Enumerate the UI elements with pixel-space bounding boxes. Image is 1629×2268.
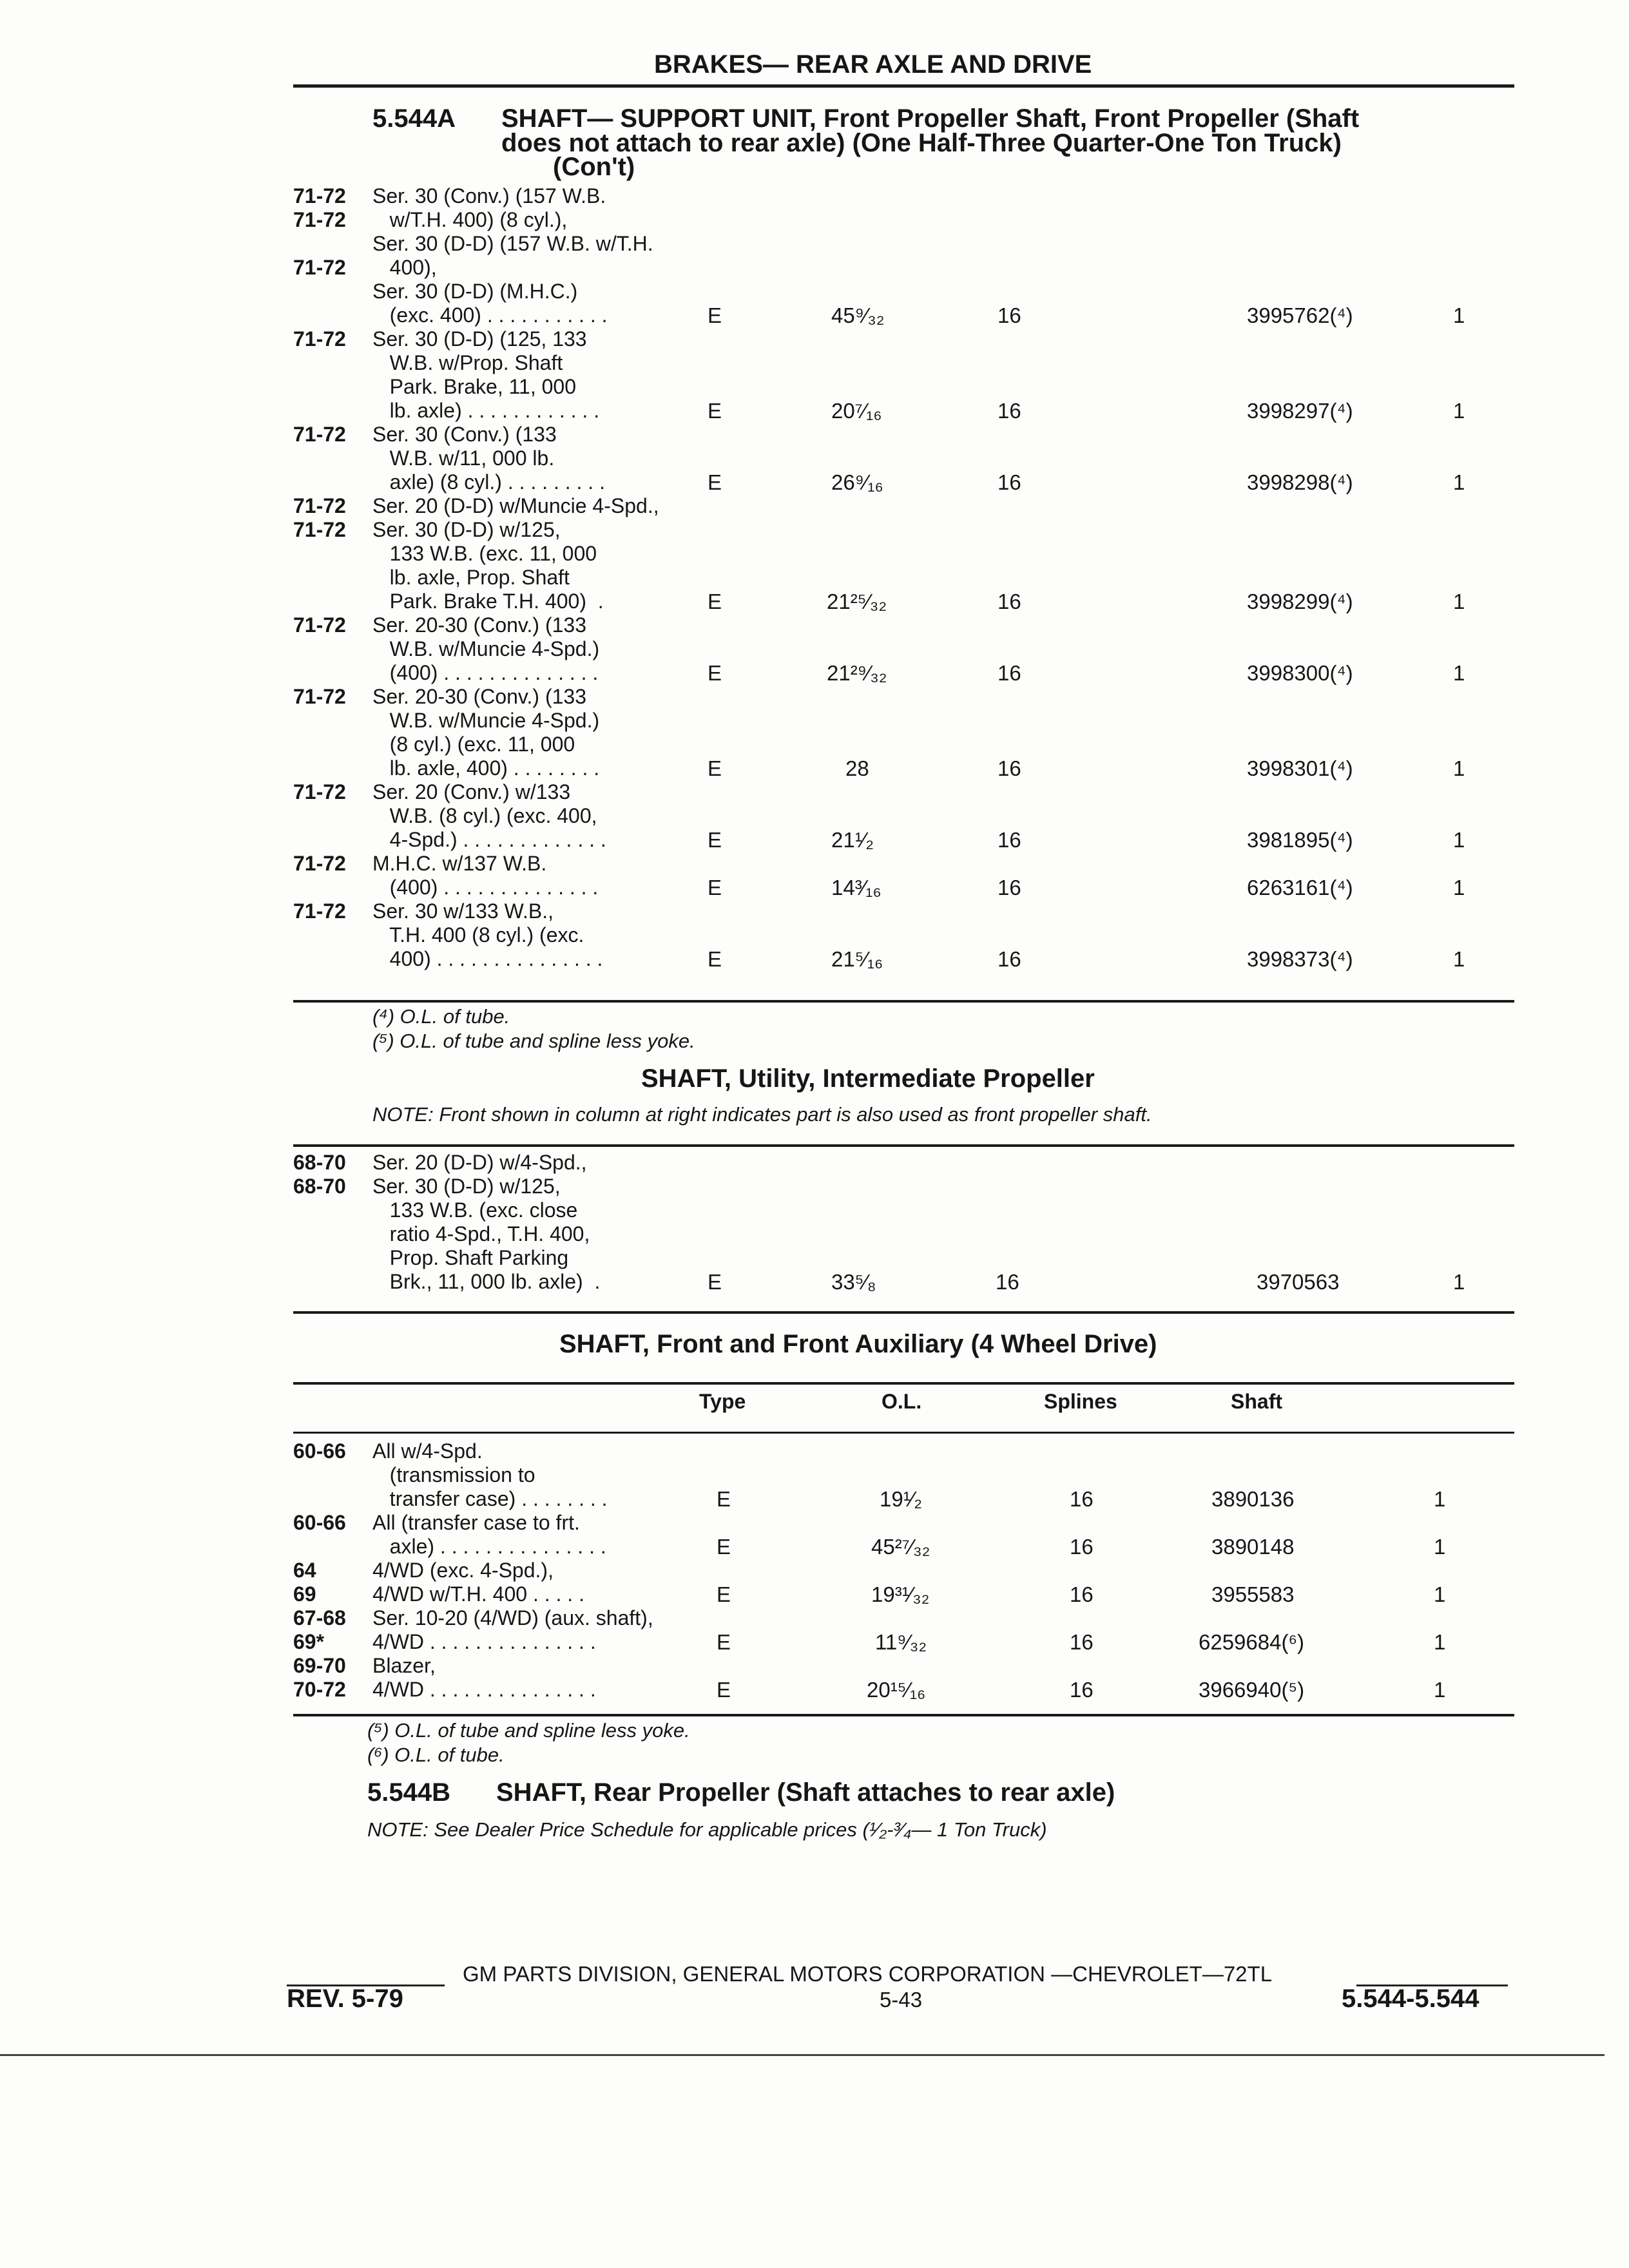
row-shaft: 3981895(⁴) [1247,828,1353,852]
row-splines: 16 [998,828,1021,852]
section2-top-rule [293,1144,1514,1147]
row-description: M.H.C. w/137 W.B. (400) . . . . . . . . . . . . . . [372,852,599,899]
row-ol: 19³¹⁄₃₂ [871,1582,930,1606]
row-splines: 16 [998,756,1021,780]
row-years: 71-72 71-72 71-72 [293,184,346,279]
row-years: 67-68 69* [293,1606,346,1653]
section2-title: SHAFT, Utility, Intermediate Propeller [641,1064,1095,1093]
row-years: 71-72 [293,852,346,875]
row-shaft: 6263161(⁴) [1247,876,1353,899]
row-shaft: 3998297(⁴) [1247,399,1353,423]
section3-top-rule [293,1382,1514,1385]
row-shaft: 3998298(⁴) [1247,470,1353,494]
row-years: 71-72 [293,685,346,708]
row-ol: 26⁹⁄₁₆ [831,470,883,494]
column-header-ol: O.L. [882,1390,922,1413]
row-splines: 16 [996,1270,1019,1294]
row-qty: 1 [1453,756,1465,780]
page-bottom-rule [0,2054,1605,2056]
row-qty: 1 [1453,828,1465,852]
row-shaft: 3998373(⁴) [1247,947,1353,971]
row-qty: 1 [1453,876,1465,899]
row-qty: 1 [1453,661,1465,685]
row-type: E [717,1487,731,1511]
row-description: Ser. 30 (Conv.) (133 W.B. w/11, 000 lb. axle) (8 cyl.) . . . . . . . . . [372,423,605,494]
footnote: (⁴) O.L. of tube. [372,1005,510,1028]
row-type: E [708,828,722,852]
row-splines: 16 [1070,1582,1094,1606]
row-years: 71-72 71-72 [293,494,346,541]
row-ol: 11⁹⁄₃₂ [875,1630,927,1654]
section1-title-line3: (Con't) [553,153,635,181]
row-description: Ser. 20 (D-D) w/Muncie 4-Spd., Ser. 30 (D-D) w/125, 133 W.B. (exc. 11, 000 lb. axle, Prop. Shaft Park. Brake T.H. 400) . [372,494,659,613]
row-splines: 16 [1070,1678,1094,1702]
section1-number: 5.544A [372,104,456,133]
row-qty: 1 [1434,1535,1446,1559]
row-shaft: 3970563 [1257,1270,1340,1294]
row-qty: 1 [1434,1582,1446,1606]
row-splines: 16 [998,661,1021,685]
row-description: Blazer, 4/WD . . . . . . . . . . . . . . . [372,1654,596,1701]
footer-section-range: 5.544-5.544 [1342,1984,1480,2013]
row-shaft: 3995762(⁴) [1247,303,1353,327]
row-ol: 45⁹⁄₃₂ [831,303,885,327]
row-ol: 19¹⁄₂ [880,1487,923,1511]
row-qty: 1 [1434,1487,1446,1511]
row-description: Ser. 30 (D-D) (125, 133 W.B. w/Prop. Shaft Park. Brake, 11, 000 lb. axle) . . . . . . . . . . . . [372,327,600,422]
column-header-rule [293,1432,1514,1434]
section2-bottom-rule [293,1311,1514,1314]
row-type: E [717,1630,731,1654]
row-shaft: 3998299(⁴) [1247,590,1353,613]
row-years: 64 69 [293,1559,316,1606]
row-description: Ser. 30 w/133 W.B., T.H. 400 (8 cyl.) (exc. 400) . . . . . . . . . . . . . . . [372,899,603,970]
row-description: Ser. 30 (Conv.) (157 W.B. w/T.H. 400) (8 cyl.), Ser. 30 (D-D) (157 W.B. w/T.H. 400), Ser. 30 (D-D) (M.H.C.) (exc. 400) . . . . . . . . . . . [372,184,653,327]
row-splines: 16 [998,470,1021,494]
row-splines: 16 [998,399,1021,423]
row-ol: 21¹⁄₂ [831,828,874,852]
section4-number: 5.544B [367,1778,450,1807]
row-ol: 21⁵⁄₁₆ [831,947,883,971]
row-shaft: 3955583 [1211,1582,1295,1606]
row-splines: 16 [1070,1487,1094,1511]
footer-page-number: 5-43 [880,1988,923,2012]
row-type: E [708,1270,722,1294]
section3-bottom-rule [293,1714,1514,1716]
row-qty: 1 [1453,470,1465,494]
row-ol: 45²⁷⁄₃₂ [871,1535,930,1559]
row-years: 68-70 68-70 [293,1151,346,1198]
row-ol: 14³⁄₁₆ [831,876,882,899]
row-splines: 16 [998,303,1021,327]
row-splines: 16 [1070,1535,1094,1559]
row-qty: 1 [1434,1630,1446,1654]
row-description: 4/WD (exc. 4-Spd.), 4/WD w/T.H. 400 . . . . . [372,1559,584,1606]
row-description: All (transfer case to frt. axle) . . . . . . . . . . . . . . . [372,1511,606,1558]
row-type: E [717,1535,731,1559]
footer-publisher: GM PARTS DIVISION, GENERAL MOTORS CORPORATION —CHEVROLET—72TL [463,1962,1273,1986]
page-header-title: BRAKES— REAR AXLE AND DRIVE [654,50,1092,79]
row-qty: 1 [1453,399,1465,423]
row-ol: 33⁵⁄₈ [831,1270,876,1294]
row-qty: 1 [1453,947,1465,971]
row-ol: 21²⁹⁄₃₂ [827,661,887,685]
row-shaft: 6259684(⁶) [1199,1630,1305,1654]
row-splines: 16 [1070,1630,1094,1654]
row-qty: 1 [1434,1678,1446,1702]
row-type: E [708,756,722,780]
row-type: E [708,590,722,613]
row-shaft: 3998300(⁴) [1247,661,1353,685]
row-ol: 28 [845,756,869,780]
footer-revision: REV. 5-79 [287,1984,403,2013]
row-shaft: 3890136 [1211,1487,1295,1511]
row-description: All w/4-Spd. (transmission to transfer case) . . . . . . . . [372,1439,608,1510]
row-years: 71-72 [293,899,346,923]
row-years: 71-72 [293,780,346,803]
footnote: (⁵) O.L. of tube and spline less yoke. [367,1719,690,1742]
row-description: Ser. 20-30 (Conv.) (133 W.B. w/Muncie 4-Spd.) (8 cyl.) (exc. 11, 000 lb. axle, 400) . . . . . . . . [372,685,600,780]
row-description: Ser. 20-30 (Conv.) (133 W.B. w/Muncie 4-Spd.) (400) . . . . . . . . . . . . . . [372,613,600,684]
section3-title: SHAFT, Front and Front Auxiliary (4 Wheel Drive) [559,1330,1157,1358]
row-splines: 16 [998,876,1021,899]
row-description: Ser. 20 (D-D) w/4-Spd., Ser. 30 (D-D) w/125, 133 W.B. (exc. close ratio 4-Spd., T.H. 400, Prop. Shaft Parking Brk., 11, 000 lb. axle) . [372,1151,601,1293]
row-description: Ser. 10-20 (4/WD) (aux. shaft), 4/WD . . . . . . . . . . . . . . . [372,1606,653,1653]
row-shaft: 3998301(⁴) [1247,756,1353,780]
row-qty: 1 [1453,303,1465,327]
row-years: 60-66 [293,1439,346,1463]
row-ol: 20¹⁵⁄₁₆ [867,1678,926,1702]
row-type: E [717,1678,731,1702]
column-header-type: Type [699,1390,746,1413]
section4-note: NOTE: See Dealer Price Schedule for applicable prices (¹⁄₂-³⁄₄— 1 Ton Truck) [367,1818,1047,1841]
row-type: E [708,947,722,971]
row-type: E [708,399,722,423]
row-type: E [708,470,722,494]
row-shaft: 3890148 [1211,1535,1295,1559]
header-rule [293,84,1514,88]
row-years: 69-70 70-72 [293,1654,346,1701]
section4-title: SHAFT, Rear Propeller (Shaft attaches to rear axle) [496,1778,1115,1807]
row-ol: 20⁷⁄₁₆ [831,399,882,423]
row-description: Ser. 20 (Conv.) w/133 W.B. (8 cyl.) (exc. 400, 4-Spd.) . . . . . . . . . . . . . [372,780,606,851]
column-header-splines: Splines [1044,1390,1117,1413]
row-qty: 1 [1453,590,1465,613]
row-splines: 16 [998,590,1021,613]
section1-bottom-rule [293,1000,1514,1003]
column-header-shaft: Shaft [1231,1390,1282,1413]
section2-note: NOTE: Front shown in column at right indicates part is also used as front propeller shaft. [372,1103,1152,1126]
row-qty: 1 [1453,1270,1465,1294]
row-years: 71-72 [293,327,346,351]
row-type: E [717,1582,731,1606]
row-years: 71-72 [293,423,346,446]
row-type: E [708,876,722,899]
row-years: 71-72 [293,613,346,637]
section1-title-line1: SHAFT— SUPPORT UNIT, Front Propeller Shaft, Front Propeller (Shaft [501,104,1360,133]
row-shaft: 3966940(⁵) [1199,1678,1305,1702]
row-type: E [708,661,722,685]
row-type: E [708,303,722,327]
row-years: 60-66 [293,1511,346,1534]
row-splines: 16 [998,947,1021,971]
row-ol: 21²⁵⁄₃₂ [827,590,887,613]
section1-title-line2: does not attach to rear axle) (One Half-Three Quarter-One Ton Truck) [501,129,1342,157]
footnote: (⁶) O.L. of tube. [367,1744,505,1766]
footnote: (⁵) O.L. of tube and spline less yoke. [372,1030,695,1052]
